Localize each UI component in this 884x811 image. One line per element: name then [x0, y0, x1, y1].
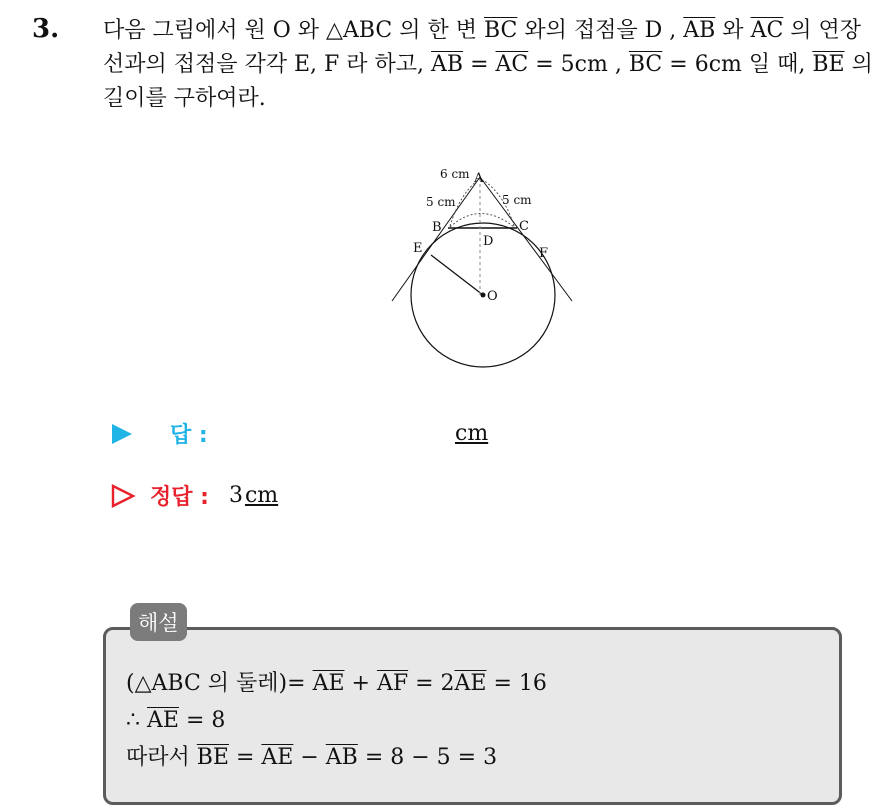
- answer-label: 답 :: [170, 423, 208, 448]
- geometry-figure: [380, 160, 580, 370]
- label-5cm-right: 5 cm: [502, 193, 532, 207]
- label-o: O: [487, 289, 498, 304]
- segment-ac: $\overline{AC}$: [750, 18, 784, 43]
- solution-tag: 해설: [130, 603, 187, 641]
- question-text-part: = 6cm 일 때,: [662, 52, 813, 77]
- answer-row: [110, 418, 489, 449]
- segment-ab: $\overline{AB}$: [325, 745, 358, 770]
- center-point: [481, 293, 486, 298]
- correct-answer-value: 3: [228, 483, 243, 508]
- question-text: [103, 14, 873, 116]
- answer-unit: cm: [455, 421, 489, 446]
- solution-line-3: [126, 739, 547, 776]
- solution-text-part: +: [344, 671, 377, 696]
- arc-6cm-indicator: [450, 214, 514, 228]
- label-6cm: 6 cm: [440, 167, 470, 181]
- label-a: A: [474, 171, 484, 186]
- solution-text-part: = 8: [178, 708, 226, 733]
- label-d: D: [483, 234, 494, 249]
- segment-ae: $\overline{AE}$: [312, 671, 345, 696]
- segment-be: $\overline{BE}$: [196, 745, 229, 770]
- question-text-part: 다음 그림에서 원 O 와 △ABC 의 한 변: [103, 18, 484, 43]
- solution-line-1: [126, 665, 547, 702]
- segment-ac: $\overline{AC}$: [495, 52, 529, 77]
- label-c: C: [519, 219, 529, 234]
- solution-text-part: = 8 − 5 = 3: [357, 745, 498, 770]
- segment-ab: $\overline{AB}$: [431, 52, 464, 77]
- question-text-part: 와: [715, 18, 751, 43]
- correct-answer-row: [110, 480, 278, 511]
- label-b: B: [432, 220, 442, 235]
- play-outline-icon: [110, 483, 136, 509]
- question-text-part: =: [463, 52, 496, 77]
- solution-text-part: = 16: [486, 671, 547, 696]
- solution-text-part: (△ABC 의 둘레)=: [126, 671, 313, 696]
- segment-bc: $\overline{BC}$: [483, 18, 518, 43]
- segment-ae: $\overline{AE}$: [261, 745, 294, 770]
- solution-text-part: −: [293, 745, 326, 770]
- solution-text-part: = 2: [408, 671, 455, 696]
- segment-ab: $\overline{AB}$: [683, 18, 716, 43]
- question-text-part: = 5cm ,: [528, 52, 629, 77]
- solution-text-part: =: [228, 745, 262, 770]
- question-text-part: 의 연장선과의 접점을 각각 E, F 라 하고,: [103, 18, 862, 77]
- solution-text: [126, 665, 547, 776]
- segment-be: $\overline{BE}$: [812, 52, 845, 77]
- segment-af: $\overline{AF}$: [376, 671, 409, 696]
- question-text-part: 의 길이를 구하여라.: [103, 52, 873, 111]
- segment-ae: $\overline{AE}$: [454, 671, 487, 696]
- solution-text-part: ∴: [126, 708, 147, 733]
- correct-answer-label: 정답 :: [150, 485, 209, 510]
- radius-oe: [431, 255, 483, 295]
- solution-text-part: 따라서: [126, 745, 197, 770]
- play-icon: [110, 422, 134, 446]
- label-f: F: [539, 246, 549, 261]
- segment-ae: $\overline{AE}$: [147, 708, 179, 733]
- solution-line-2: [126, 702, 547, 739]
- label-e: E: [413, 241, 423, 256]
- label-5cm-left: 5 cm: [426, 195, 456, 209]
- segment-bc: $\overline{BC}$: [628, 52, 663, 77]
- question-number: 3.: [32, 14, 60, 44]
- question-text-part: 와의 접점을 D ,: [517, 18, 684, 43]
- correct-answer-unit: cm: [244, 483, 279, 508]
